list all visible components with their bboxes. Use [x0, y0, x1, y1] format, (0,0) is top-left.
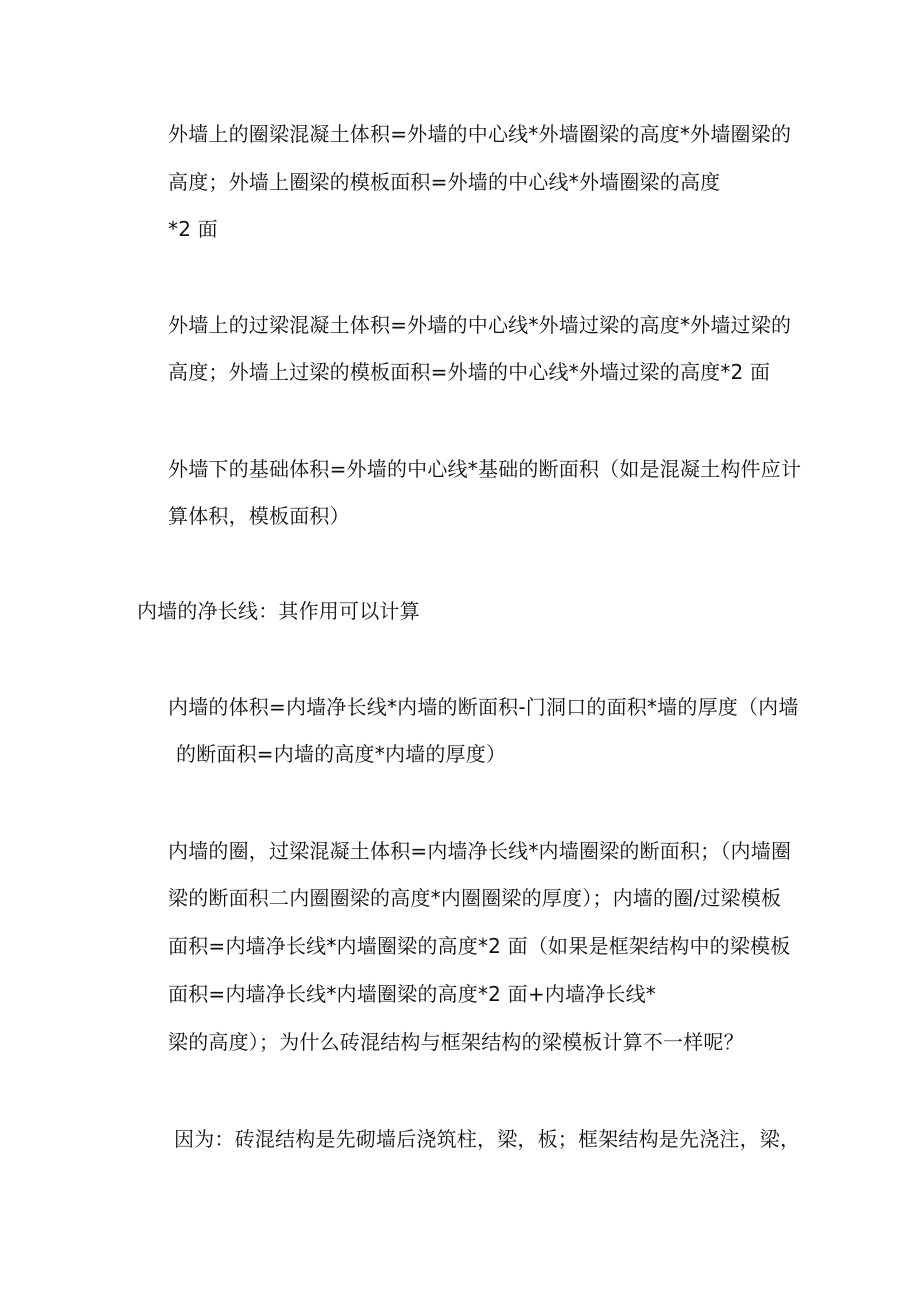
text-line: 算体积，模板面积）	[168, 504, 350, 528]
text-line: 内墙的圈，过梁混凝土体积=内墙净长线*内墙圈梁的断面积；（内墙圈	[168, 839, 792, 863]
text-line: 梁的高度）；为什么砖混结构与框架结构的梁模板计算不一样呢？	[168, 1030, 744, 1054]
text-line: 面积=内墙净长线*内墙圈梁的高度*2 面+内墙净长线*	[168, 982, 656, 1006]
text-line: 高度；外墙上圈梁的模板面积=外墙的中心线*外墙圈梁的高度	[168, 170, 721, 194]
text-line: *2 面	[168, 217, 218, 241]
text-line: 外墙上的圈梁混凝土体积=外墙的中心线*外墙圈梁的高度*外墙圈梁的	[168, 122, 792, 146]
text-line: 因为：砖混结构是先砌墙后浇筑柱，梁，板；框架结构是先浇注，梁，	[174, 1127, 801, 1151]
text-line: 梁的断面积二内圈圈梁的高度*内圈圈梁的厚度）；内墙的圈/过梁模板	[168, 886, 782, 910]
text-line: 的断面积=内墙的高度*内墙的厚度）	[176, 742, 507, 766]
text-line: 高度；外墙上过梁的模板面积=外墙的中心线*外墙过梁的高度*2 面	[168, 360, 771, 384]
text-line: 内墙的净长线：其作用可以计算	[137, 599, 420, 623]
text-line: 外墙上的过梁混凝土体积=外墙的中心线*外墙过梁的高度*外墙过梁的	[168, 313, 792, 337]
text-line: 外墙下的基础体积=外墙的中心线*基础的断面积（如是混凝土构件应计	[168, 457, 802, 481]
text-line: 内墙的体积=内墙净长线*内墙的断面积-门洞口的面积*墙的厚度（内墙	[168, 695, 799, 719]
text-line: 面积=内墙净长线*内墙圈梁的高度*2 面（如果是框架结构中的梁模板	[168, 934, 791, 958]
